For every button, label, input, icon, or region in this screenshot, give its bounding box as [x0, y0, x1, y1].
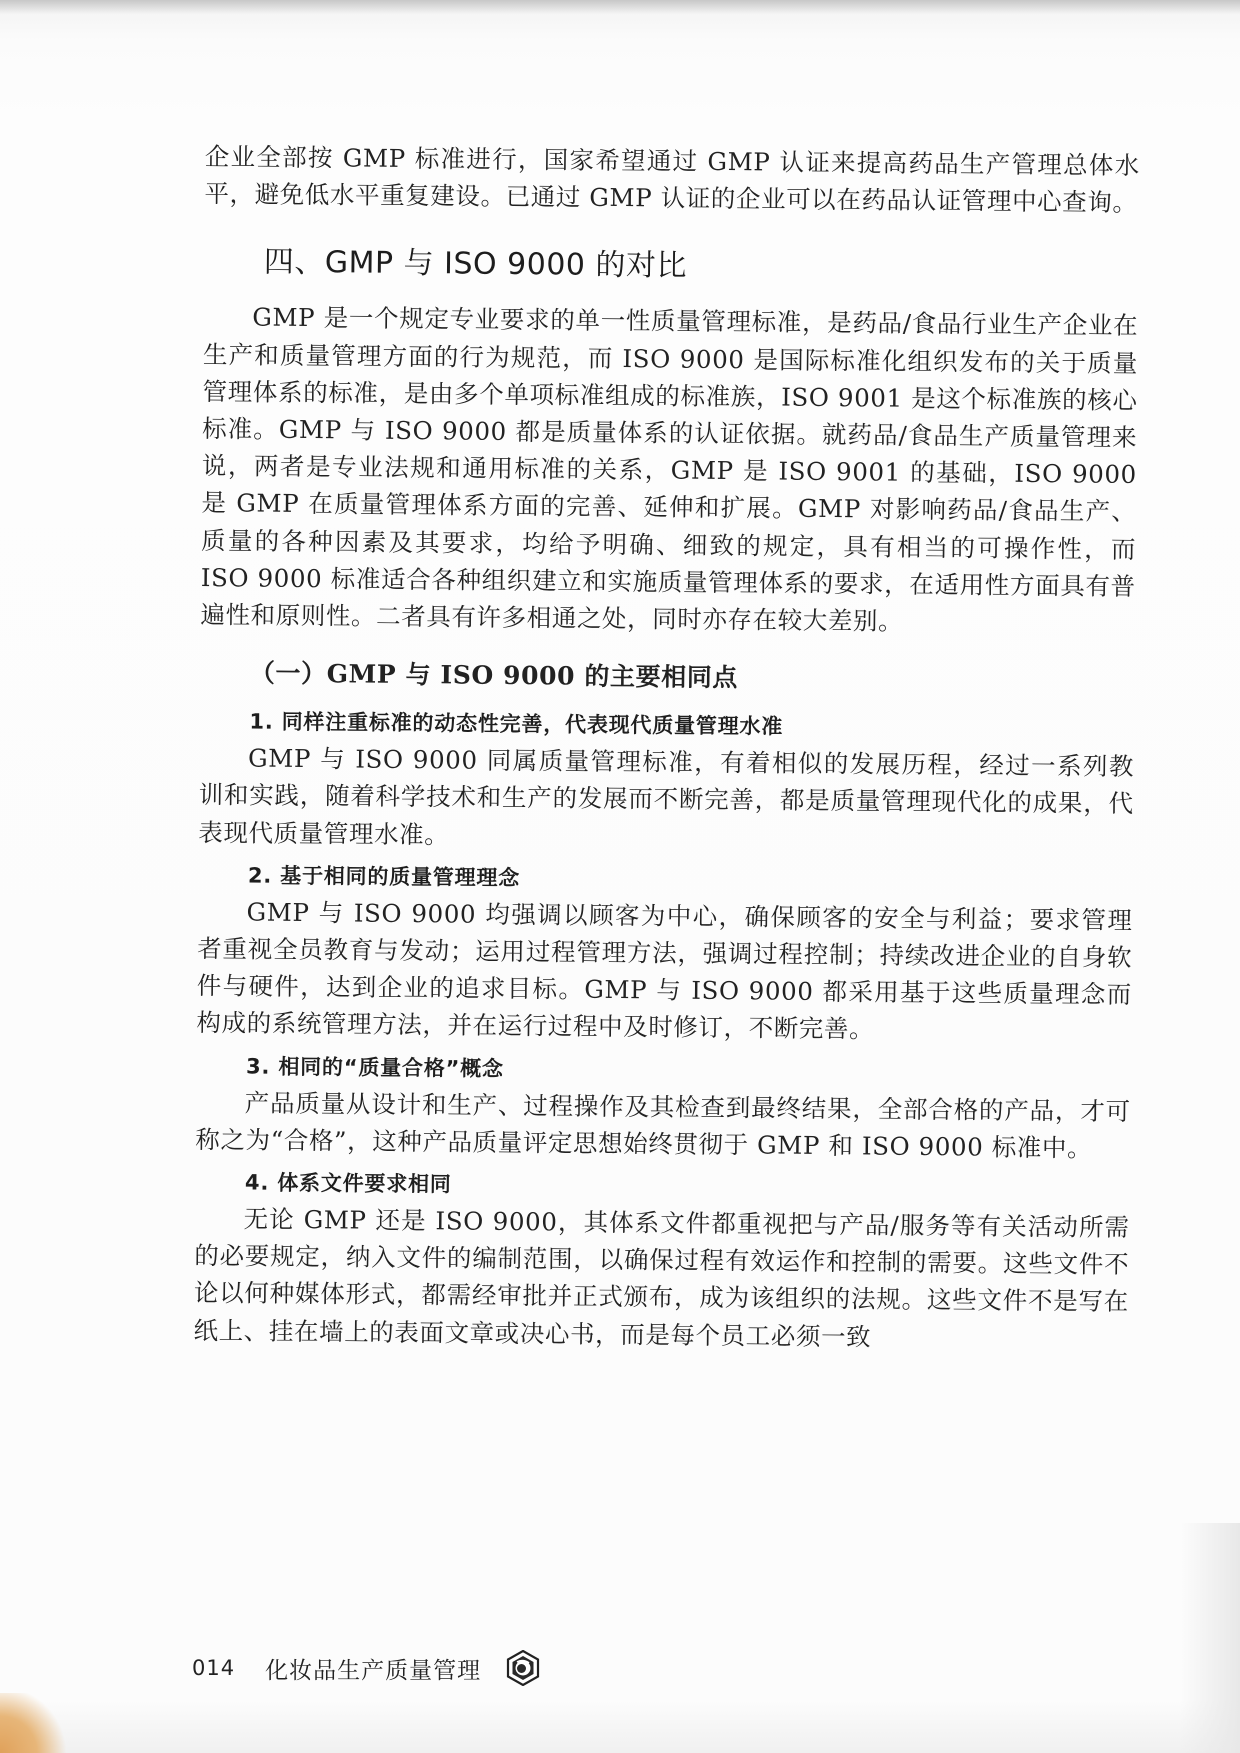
- point-body: 产品质量从设计和生产、过程操作及其检查到最终结果，全部合格的产品，才可称之为“合格”，这种产品质量评定思想始终贯彻于 GMP 和 ISO 9000 标准中。: [195, 1088, 1131, 1163]
- point-title: 1. 同样注重标准的动态性完善，代表现代质量管理水准: [249, 709, 784, 739]
- point-title: 3. 相同的“质量合格”概念: [245, 1054, 504, 1081]
- point-title: 2. 基于相同的质量管理理念: [247, 863, 521, 890]
- point-body: GMP 与 ISO 9000 均强调以顾客为中心，确保顾客的安全与利益；要求管理者重视全员教育与发动；运用过程管理方法，强调过程控制；持续改进企业的自身软件与硬件，达到企业的追求目标。GMP 与 ISO 9000 都采用基于这些质量理念而构成的系统管理方法，并在运行过程中及时修订，不断完善。: [196, 897, 1133, 1044]
- point-body: 无论 GMP 还是 ISO 9000，其体系文件都重视把与产品/服务等有关活动所需的必要规定，纳入文件的编制范围，以确保过程有效运作和控制的需要。这些文件不论以何种媒体形式，都需经审批并正式颁布，成为该组织的法规。这些文件不是写在纸上、挂在墙上的表面文章或决心书，而是每个员工必须一致: [193, 1204, 1130, 1352]
- page-content: [193, 138, 1140, 1358]
- section-intro-paragraph: GMP 是一个规定专业要求的单一性质量管理标准，是药品/食品行业生产企业在生产和质量管理方面的行为规范，而 ISO 9000 是国际标准化组织发布的关于质量管理体系的标准，是由多个单项标准组成的标准族，ISO 9001 是这个标准族的核心标准。GMP 与 ISO 9000 都是质量体系的认证依据。就药品/食品生产质量管理来说，两者是专业法规和通用标准的关系，GMP 是 ISO 9001 的基础，ISO 9000 是 GMP 在质量管理体系方面的完善、延伸和扩展。GMP 对影响药品/食品生产、质量的各种因素及其要求，均给予明确、细致的规定，具有相当的可操作性，而 ISO 9000 标准适合各种组织建立和实施质量管理体系的要求，在适用性方面具有普遍性和原则性。二者具有许多相通之处，同时亦存在较大差别。: [200, 302, 1139, 636]
- point-body: GMP 与 ISO 9000 同属质量管理标准，有着相似的发展历程，经过一系列教训和实践，随着科学技术和生产的发展而不断完善，都是质量管理现代化的成果，代表现代质量管理水准。: [198, 743, 1135, 850]
- subsection-title: （一）GMP 与 ISO 9000 的主要相同点: [249, 658, 739, 693]
- carryover-paragraph: 企业全部按 GMP 标准进行，国家希望通过 GMP 认证来提高药品生产管理总体水平，避免低水平重复建设。已通过 GMP 认证的企业可以在药品认证管理中心查询。: [204, 141, 1140, 218]
- page-top-shadow: [0, 0, 1240, 14]
- point-title: 4. 体系文件要求相同: [244, 1170, 452, 1197]
- publisher-logo-icon: [505, 1650, 541, 1686]
- page-footer: [192, 1648, 541, 1688]
- page-number: 014: [192, 1656, 236, 1680]
- finger-shadow: [0, 1693, 70, 1753]
- section-title: 四、GMP 与 ISO 9000 的对比: [263, 244, 688, 285]
- page-edge-shadow: [1180, 1523, 1240, 1753]
- book-title: 化妆品生产质量管理: [265, 1657, 482, 1684]
